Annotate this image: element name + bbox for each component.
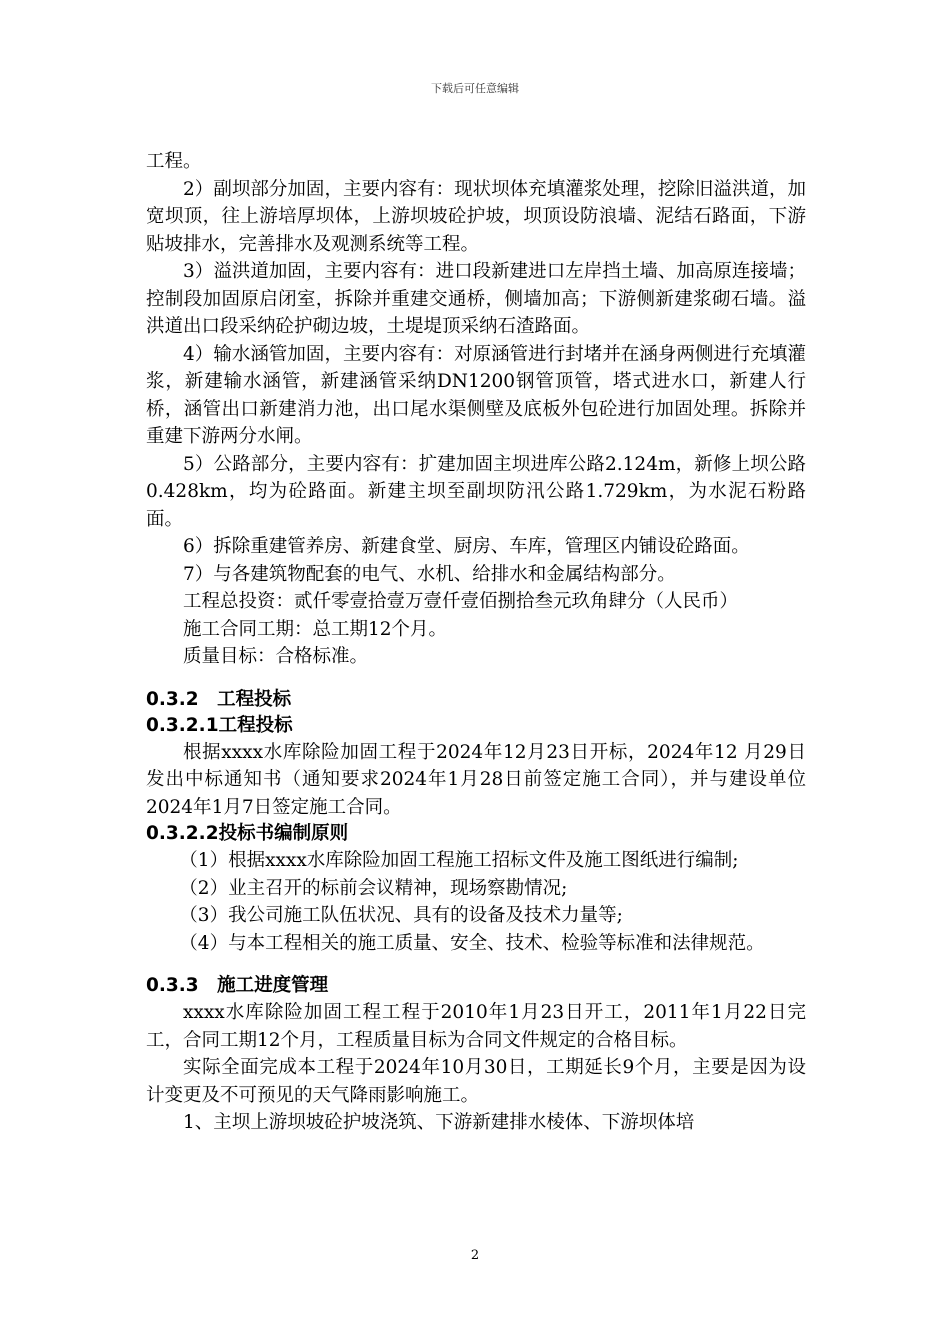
subsection-heading: 0.3.2.2投标书编制原则 xyxy=(146,823,349,844)
paragraph: （2）业主召开的标前会议精神，现场察勘情况; xyxy=(179,877,568,899)
paragraph: 1、主坝上游坝坡砼护坡浇筑、下游新建排水棱体、下游坝体培 xyxy=(183,1112,695,1133)
document-body xyxy=(146,148,806,1137)
paragraph: 工程。 xyxy=(146,151,202,172)
paragraph: 7）与各建筑物配套的电气、水机、给排水和金属结构部分。 xyxy=(183,563,676,585)
paragraph: 5）公路部分，主要内容有：扩建加固主坝进库公路2.124m，新修上坝公路0.428km，均为砼路面。新建主坝至副坝防汛公路1.729km，为水泥石粉路面。 xyxy=(146,453,806,530)
subsection-heading: 0.3.2.1工程投标 xyxy=(146,714,293,736)
paragraph: 4）输水涵管加固，主要内容有：对原涵管进行封堵并在涵身两侧进行充填灌浆，新建输水涵管，新建涵管采纳DN1200钢管顶管，塔式进水口，新建人行桥，涵管出口新建消力池，出口尾水渠侧壁及底板外包砼进行加固处理。拆除并重建下游两分水闸。 xyxy=(146,343,806,447)
paragraph: xxxx水库除险加固工程工程于2010年1月23日开工，2011年1月22日完工，合同工期12个月，工程质量目标为合同文件规定的合格目标。 xyxy=(146,1002,806,1051)
paragraph: （4）与本工程相关的施工质量、安全、技术、检验等标准和法律规范。 xyxy=(179,932,765,954)
paragraph: 实际全面完成本工程于2024年10月30日，工期延长9个月，主要是因为设计变更及不可预见的天气降雨影响施工。 xyxy=(146,1057,806,1106)
paragraph: （3）我公司施工队伍状况、具有的设备及技术力量等; xyxy=(179,905,623,926)
paragraph: 2）副坝部分加固，主要内容有：现状坝体充填灌浆处理，挖除旧溢洪道，加宽坝顶，往上游培厚坝体，上游坝坡砼护坡，坝顶设防浪墙、泥结石路面，下游贴坡排水，完善排水及观测系统等工程。 xyxy=(146,178,806,255)
paragraph: 根据xxxx水库除险加固工程于2024年12月23日开标，2024年12 月29日发出中标通知书（通知要求2024年1月28日前签定施工合同），并与建设单位2024年1月7日签定施工合同。 xyxy=(146,741,806,818)
paragraph: （1）根据xxxx水库除险加固工程施工招标文件及施工图纸进行编制; xyxy=(179,850,739,871)
section-heading: 0.3.2 工程投标 xyxy=(146,688,292,710)
page-header: 下载后可任意编辑 xyxy=(431,82,519,95)
paragraph: 工程总投资：贰仟零壹拾壹万壹仟壹佰捌拾叁元玖角肆分（人民币） xyxy=(183,591,739,612)
page-number: 2 xyxy=(470,1248,480,1263)
paragraph: 施工合同工期：总工期12个月。 xyxy=(183,618,448,640)
paragraph: 质量目标：合格标准。 xyxy=(183,646,369,667)
paragraph: 3）溢洪道加固，主要内容有：进口段新建进口左岸挡土墙、加高原连接墙；控制段加固原启闭室，拆除并重建交通桥，侧墙加高；下游侧新建浆砌石墙。溢洪道出口段采纳砼护砌边坡，土堤堤顶采纳石渣路面。 xyxy=(146,261,806,337)
section-heading: 0.3.3 施工进度管理 xyxy=(146,975,329,996)
paragraph: 6）拆除重建管养房、新建食堂、厨房、车库，管理区内铺设砼路面。 xyxy=(183,536,750,557)
